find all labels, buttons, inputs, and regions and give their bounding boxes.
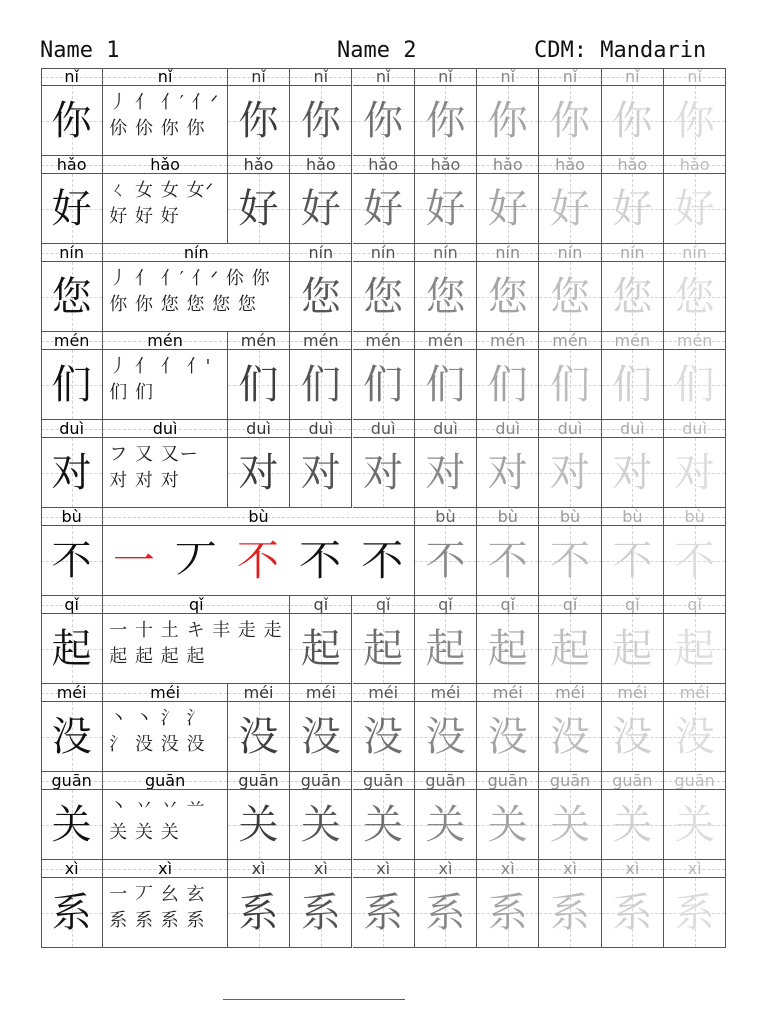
pinyin-label: hǎo <box>430 156 461 174</box>
stroke-step: 丆 <box>174 536 218 585</box>
trace-character: 起 <box>674 626 715 672</box>
model-character: 不 <box>51 538 92 584</box>
pinyin-label: xì <box>438 860 453 878</box>
stroke-steps: 丿 亻 亻′ 亻ᐟ 伱 伱 你 你 <box>109 92 220 139</box>
stroke-step: 一 <box>112 536 156 585</box>
pinyin-label: méi <box>679 684 710 702</box>
pinyin-label: hǎo <box>368 156 399 174</box>
trace-character: 起 <box>487 626 528 672</box>
pinyin-label: qǐ <box>500 596 516 614</box>
pinyin-label: nín <box>59 244 85 262</box>
pinyin-label: guān <box>425 772 466 790</box>
pinyin-label: duì <box>308 420 334 438</box>
pinyin-label: guān <box>51 772 92 790</box>
pinyin-label: qǐ <box>188 596 204 614</box>
trace-character: 关 <box>425 802 466 848</box>
trace-character: 您 <box>363 274 404 320</box>
pinyin-label: hǎo <box>617 156 648 174</box>
trace-character: 你 <box>238 98 279 144</box>
pinyin-label: mén <box>147 332 183 350</box>
pinyin-label: nǐ <box>313 68 329 86</box>
trace-character: 系 <box>300 890 341 936</box>
trace-character: 们 <box>238 362 279 408</box>
pinyin-label: xì <box>158 860 173 878</box>
trace-character: 好 <box>487 186 528 232</box>
trace-character: 对 <box>487 450 528 496</box>
worksheet-header <box>40 38 726 66</box>
trace-character: 没 <box>300 714 341 760</box>
pinyin-label: xì <box>500 860 515 878</box>
trace-character: 没 <box>550 714 591 760</box>
trace-character: 你 <box>425 98 466 144</box>
pinyin-label: méi <box>243 684 274 702</box>
trace-character: 您 <box>612 274 653 320</box>
pinyin-label: nín <box>557 244 583 262</box>
pinyin-label: xì <box>313 860 328 878</box>
pinyin-label: duì <box>59 420 85 438</box>
trace-character: 您 <box>674 274 715 320</box>
trace-character: 不 <box>674 538 715 584</box>
pinyin-label: nín <box>682 244 708 262</box>
pinyin-label: bù <box>248 508 269 526</box>
trace-character: 关 <box>612 802 653 848</box>
trace-character: 起 <box>425 626 466 672</box>
pinyin-label: nǐ <box>687 68 702 86</box>
pinyin-label: bù <box>622 508 643 526</box>
trace-character: 系 <box>425 890 466 936</box>
pinyin-label: nín <box>433 244 458 262</box>
pinyin-label: nín <box>495 244 521 262</box>
trace-character: 们 <box>300 362 341 408</box>
trace-character: 关 <box>550 802 591 848</box>
model-character: 关 <box>51 802 92 848</box>
stroke-steps: 丿 亻 亻 亻' 们 们 <box>109 356 212 403</box>
pinyin-label: mén <box>303 332 339 350</box>
pinyin-label: hǎo <box>679 156 710 174</box>
trace-character: 关 <box>300 802 341 848</box>
stroke-steps: 丶 丷 丷 䒑 关 关 关 <box>109 796 206 843</box>
pinyin-label: guān <box>487 772 528 790</box>
course-label: CDM: Mandarin <box>534 38 707 63</box>
trace-character: 们 <box>363 362 404 408</box>
pinyin-label: hǎo <box>243 156 274 174</box>
pinyin-label: qǐ <box>687 596 702 614</box>
name-1-label: Name 1 <box>40 38 120 63</box>
pinyin-label: nǐ <box>562 68 578 86</box>
trace-character: 好 <box>238 186 279 232</box>
pinyin-label: qǐ <box>562 596 578 614</box>
stroke-steps: 丿 亻 亻′ 亻ᐟ 伱 你 你 你 您 您 您 您 <box>109 268 271 315</box>
model-character: 没 <box>51 714 92 760</box>
trace-character: 关 <box>674 802 715 848</box>
pinyin-label: nín <box>619 244 645 262</box>
trace-character: 不 <box>550 538 591 584</box>
trace-character: 好 <box>363 186 404 232</box>
trace-character: 您 <box>425 274 466 320</box>
trace-character: 系 <box>363 890 404 936</box>
stroke-steps: 丶 丶 氵 氵 氵 没 没 没 <box>109 708 206 755</box>
trace-character: 们 <box>550 362 591 408</box>
model-character: 系 <box>51 890 92 936</box>
trace-character: 起 <box>363 626 404 672</box>
trace-character: 您 <box>487 274 528 320</box>
pinyin-label: hǎo <box>305 156 336 174</box>
pinyin-label: bù <box>435 508 456 526</box>
pinyin-label: méi <box>492 684 523 702</box>
model-character: 们 <box>51 362 92 408</box>
pinyin-label: nín <box>370 244 396 262</box>
trace-character: 们 <box>425 362 466 408</box>
pinyin-label: nín <box>183 244 209 262</box>
trace-character: 不 <box>612 538 653 584</box>
pinyin-label: guān <box>300 772 341 790</box>
pinyin-label: xì <box>687 860 702 878</box>
pinyin-label: nǐ <box>500 68 516 86</box>
trace-character: 好 <box>550 186 591 232</box>
trace-character: 没 <box>425 714 466 760</box>
trace-character: 对 <box>238 450 279 496</box>
pinyin-label: xì <box>625 860 640 878</box>
pinyin-label: mén <box>676 332 713 350</box>
trace-character: 对 <box>425 450 466 496</box>
pinyin-label: xì <box>64 860 79 878</box>
pinyin-label: mén <box>489 332 526 350</box>
pinyin-label: méi <box>150 684 181 702</box>
trace-character: 关 <box>238 802 279 848</box>
stroke-steps: フ 又 又ー 对 对 对 <box>109 444 199 491</box>
trace-character: 关 <box>487 802 528 848</box>
pinyin-label: guān <box>238 772 279 790</box>
trace-character: 不 <box>425 538 466 584</box>
pinyin-label: mén <box>427 332 464 350</box>
trace-character: 们 <box>487 362 528 408</box>
stroke-steps: 一 十 土 キ 丰 走 走 起 起 起 起 <box>109 620 283 667</box>
trace-character: 你 <box>300 98 341 144</box>
pinyin-label: qǐ <box>375 596 391 614</box>
pinyin-label: méi <box>368 684 399 702</box>
pinyin-label: guān <box>549 772 591 790</box>
trace-character: 好 <box>425 186 466 232</box>
pinyin-label: duì <box>433 420 458 438</box>
trace-character: 没 <box>363 714 404 760</box>
pinyin-label: mén <box>53 332 90 350</box>
trace-character: 系 <box>612 890 653 936</box>
pinyin-label: nǐ <box>375 68 391 86</box>
trace-character: 系 <box>674 890 715 936</box>
trace-character: 系 <box>550 890 591 936</box>
stroke-step: 不 <box>237 536 281 585</box>
pinyin-label: hǎo <box>492 156 523 174</box>
pinyin-label: qǐ <box>64 596 79 614</box>
pinyin-label: duì <box>557 420 583 438</box>
pinyin-label: nǐ <box>625 68 640 86</box>
trace-character: 系 <box>238 890 279 936</box>
pinyin-label: bù <box>61 508 82 526</box>
pinyin-label: bù <box>684 508 705 526</box>
pinyin-label: hǎo <box>555 156 585 174</box>
trace-character: 你 <box>363 98 404 144</box>
trace-character: 你 <box>674 98 715 144</box>
name-2-label: Name 2 <box>337 38 417 63</box>
pinyin-label: duì <box>152 420 178 438</box>
trace-character: 不 <box>487 538 528 584</box>
pinyin-label: méi <box>56 684 87 702</box>
model-character: 对 <box>51 450 92 496</box>
pinyin-label: guān <box>363 772 404 790</box>
trace-character: 们 <box>612 362 653 408</box>
trace-character: 没 <box>238 714 279 760</box>
model-character: 您 <box>51 274 92 320</box>
trace-character: 好 <box>300 186 341 232</box>
pinyin-label: duì <box>495 420 521 438</box>
trace-character: 系 <box>487 890 528 936</box>
model-character: 起 <box>51 626 92 672</box>
trace-character: 起 <box>612 626 653 672</box>
pinyin-label: duì <box>682 420 708 438</box>
trace-character: 们 <box>674 362 715 408</box>
trace-character: 没 <box>487 714 528 760</box>
trace-character: 关 <box>363 802 404 848</box>
pinyin-label: nǐ <box>64 68 79 86</box>
trace-character: 你 <box>550 98 591 144</box>
pinyin-label: méi <box>430 684 461 702</box>
pinyin-label: nín <box>308 244 334 262</box>
pinyin-label: guān <box>612 772 653 790</box>
pinyin-label: duì <box>370 420 396 438</box>
trace-character: 对 <box>300 450 341 496</box>
pinyin-label: méi <box>555 684 585 702</box>
pinyin-label: xì <box>563 860 577 878</box>
pinyin-label: hǎo <box>56 156 87 174</box>
trace-character: 你 <box>612 98 653 144</box>
trace-character: 你 <box>487 98 528 144</box>
pinyin-label: qǐ <box>438 596 453 614</box>
pinyin-label: nǐ <box>157 68 173 86</box>
pinyin-label: guān <box>144 772 186 790</box>
pinyin-label: méi <box>617 684 648 702</box>
pinyin-label: hǎo <box>150 156 180 174</box>
trace-character: 对 <box>363 450 404 496</box>
trace-character: 好 <box>674 186 715 232</box>
trace-character: 您 <box>550 274 591 320</box>
pinyin-label: xì <box>376 860 391 878</box>
grid-frame <box>41 68 726 948</box>
pinyin-label: nǐ <box>438 68 453 86</box>
pinyin-label: qǐ <box>313 596 329 614</box>
pinyin-label: mén <box>240 332 277 350</box>
trace-character: 起 <box>550 626 591 672</box>
trace-character: 起 <box>300 626 341 672</box>
pinyin-label: bù <box>497 508 518 526</box>
pinyin-label: méi <box>305 684 336 702</box>
trace-character: 对 <box>612 450 653 496</box>
trace-character: 对 <box>674 450 715 496</box>
pinyin-label: guān <box>674 772 715 790</box>
pinyin-label: mén <box>614 332 651 350</box>
pinyin-label: xì <box>251 860 266 878</box>
trace-character: 没 <box>674 714 715 760</box>
trace-character: 没 <box>612 714 653 760</box>
pinyin-label: mén <box>552 332 588 350</box>
trace-character: 您 <box>300 274 341 320</box>
stroke-steps: ㄑ 女 女 女ᐟ 好 好 好 <box>109 180 215 227</box>
stroke-steps: 一 丆 幺 玄 系 系 系 系 <box>109 884 206 931</box>
stroke-step: 不 <box>299 536 343 585</box>
pinyin-label: mén <box>365 332 401 350</box>
trace-character: 好 <box>612 186 653 232</box>
pinyin-label: bù <box>559 508 581 526</box>
pinyin-label: qǐ <box>625 596 640 614</box>
pinyin-label: nǐ <box>251 68 266 86</box>
stroke-step: 不 <box>361 536 405 585</box>
pinyin-label: duì <box>246 420 271 438</box>
footer-link-underline <box>223 999 405 1000</box>
trace-character: 对 <box>550 450 591 496</box>
model-character: 好 <box>51 186 92 232</box>
model-character: 你 <box>51 98 92 144</box>
pinyin-label: duì <box>619 420 645 438</box>
